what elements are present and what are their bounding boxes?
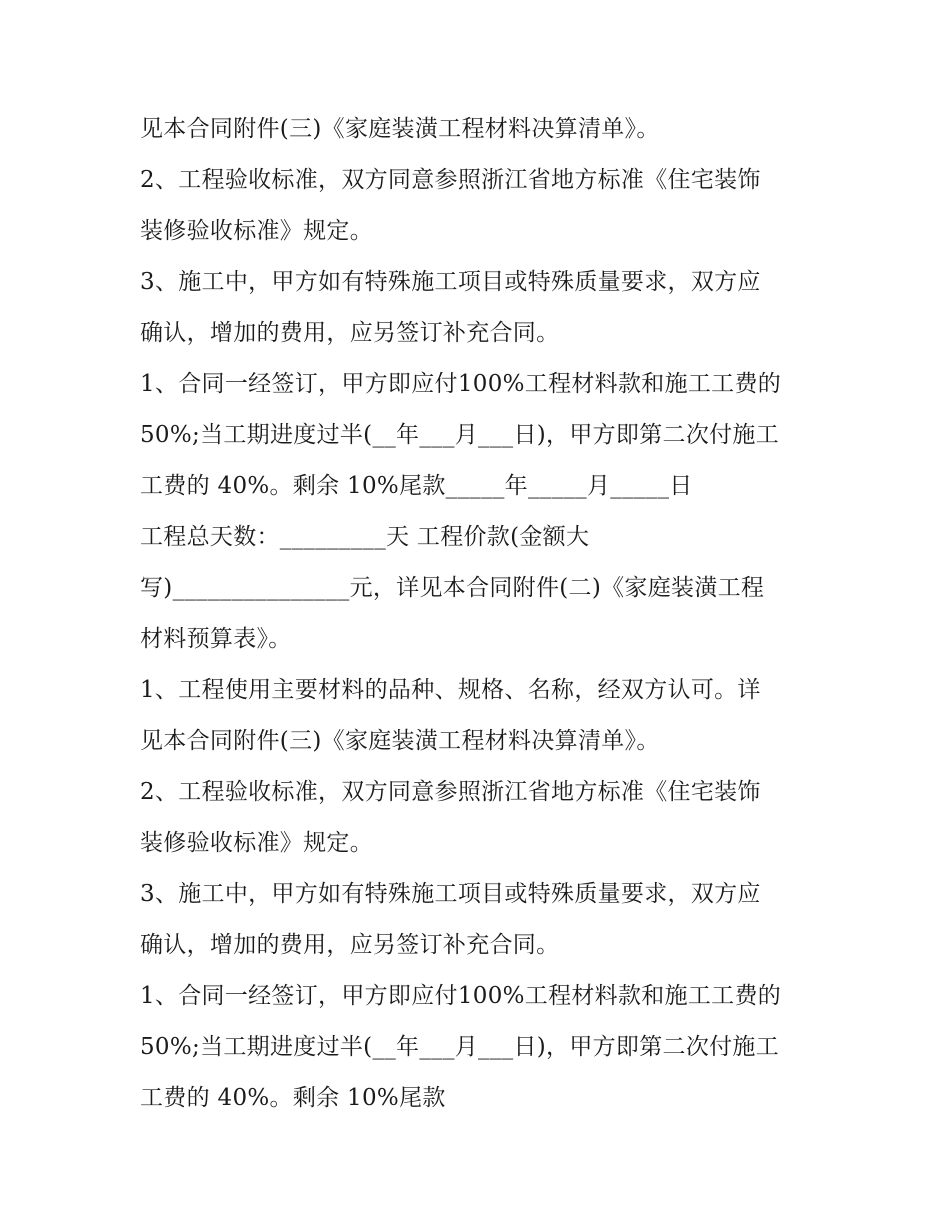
- text-line: 工程总天数：_________天 工程价款(金额大: [140, 524, 590, 550]
- text-line: 见本合同附件(三)《家庭装潢工程材料决算清单》。: [140, 116, 660, 142]
- text-line: 1、合同一经签订，甲方即应付100%工程材料款和施工工费的: [140, 983, 782, 1009]
- text-line: 见本合同附件(三)《家庭装潢工程材料决算清单》。: [140, 728, 660, 754]
- text-line: 装修验收标准》规定。: [140, 830, 373, 856]
- text-line: 工费的 40%。剩余 10%尾款_____年_____月_____日: [140, 473, 693, 499]
- text-line: 50%;当工期进度过半(__年___月___日)，甲方即第二次付施工: [140, 1034, 780, 1060]
- text-line: 写)_______________元，详见本合同附件(二)《家庭装潢工程: [140, 575, 765, 601]
- text-line: 1、合同一经签订，甲方即应付100%工程材料款和施工工费的: [140, 371, 782, 397]
- document-body: [140, 104, 830, 1124]
- text-line: 2、工程验收标准，双方同意参照浙江省地方标准《住宅装饰: [140, 167, 761, 193]
- text-line: 装修验收标准》规定。: [140, 218, 373, 244]
- text-line: 确认，增加的费用，应另签订补充合同。: [140, 932, 560, 958]
- text-line: 3、施工中，甲方如有特殊施工项目或特殊质量要求，双方应: [140, 269, 761, 295]
- text-line: 工费的 40%。剩余 10%尾款: [140, 1085, 446, 1111]
- text-line: 1、工程使用主要材料的品种、规格、名称，经双方认可。详: [140, 677, 761, 703]
- text-line: 2、工程验收标准，双方同意参照浙江省地方标准《住宅装饰: [140, 779, 761, 805]
- text-line: 3、施工中，甲方如有特殊施工项目或特殊质量要求，双方应: [140, 881, 761, 907]
- text-line: 确认，增加的费用，应另签订补充合同。: [140, 320, 560, 346]
- text-line: 50%;当工期进度过半(__年___月___日)，甲方即第二次付施工: [140, 422, 780, 448]
- text-line: 材料预算表》。: [140, 626, 292, 652]
